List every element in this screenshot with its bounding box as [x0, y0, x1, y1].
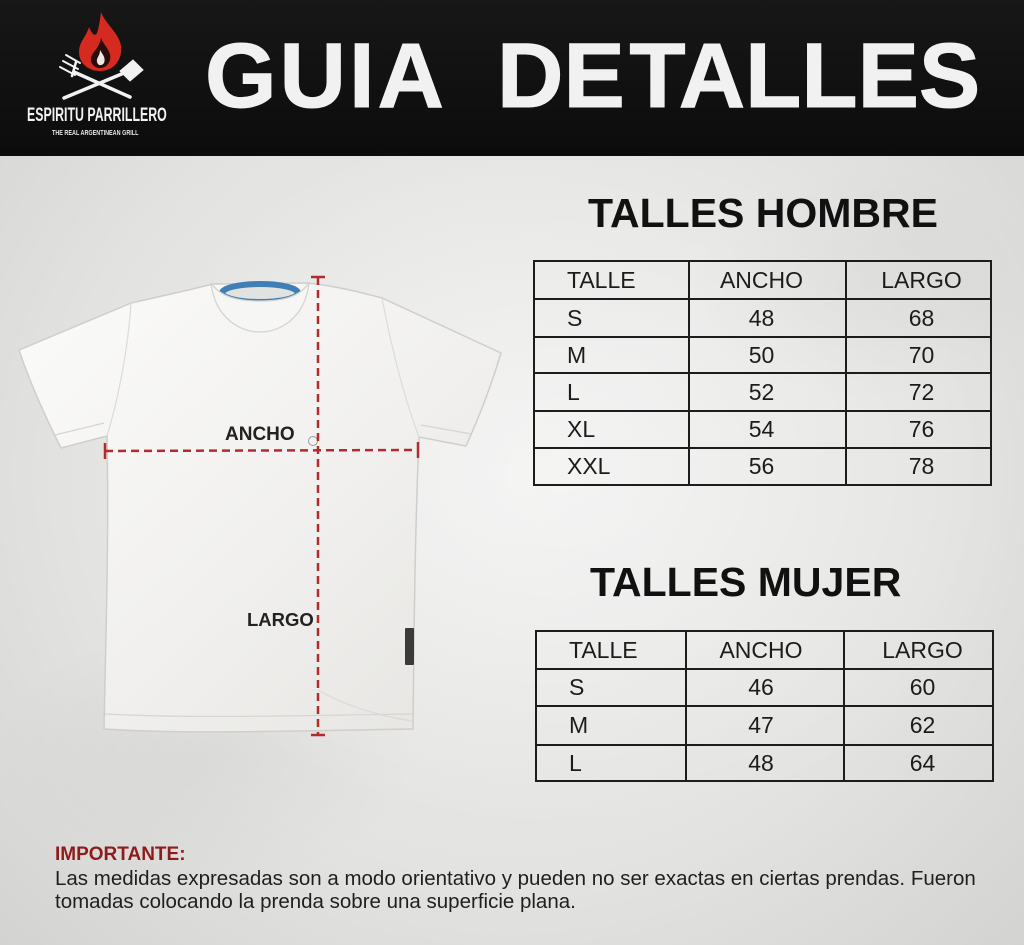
length-cell: 70 — [846, 337, 991, 373]
col-header-length: LARGO — [846, 261, 991, 299]
important-note-text: Las medidas expresadas son a modo orientativo y pueden no ser exactas en ciertas prendas. Fueron tomadas colocando la prenda sobre una superficie plana. — [55, 867, 976, 913]
width-cell: 52 — [689, 373, 846, 411]
header-band — [0, 0, 1024, 156]
tshirt-illustration — [0, 250, 520, 750]
col-header-width: ANCHO — [689, 261, 846, 299]
width-cell: 54 — [689, 411, 846, 448]
size-cell: M — [536, 706, 686, 745]
length-cell: 60 — [844, 669, 993, 706]
width-cell: 46 — [686, 669, 844, 706]
col-header-size: TALLE — [536, 631, 686, 669]
size-cell: S — [536, 669, 686, 706]
size-cell: XL — [534, 411, 689, 448]
women-table-title: TALLES MUJER — [590, 559, 902, 605]
table-row — [534, 448, 991, 485]
length-label: LARGO — [247, 609, 314, 630]
table-row — [534, 299, 991, 337]
page-title-first: GUIA — [205, 25, 447, 127]
table-row — [536, 669, 993, 706]
length-cell: 72 — [846, 373, 991, 411]
width-cell: 48 — [686, 745, 844, 781]
table-header-row — [534, 261, 991, 299]
table-row — [536, 706, 993, 745]
men-size-table — [533, 260, 992, 486]
size-cell: L — [534, 373, 689, 411]
page-title-second: DE TALLES — [497, 25, 981, 127]
length-cell: 68 — [846, 299, 991, 337]
important-label: IMPORTANTE: — [55, 844, 186, 865]
logo-brand-text: ESPIRITU PARRILLERO — [27, 105, 167, 126]
table-row — [534, 411, 991, 448]
width-cell: 48 — [689, 299, 846, 337]
logo-tagline: THE REAL ARGENTINEAN GRILL — [52, 130, 139, 137]
shirt-body — [19, 283, 501, 732]
table-header-row — [536, 631, 993, 669]
women-size-table — [535, 630, 994, 782]
length-cell: 78 — [846, 448, 991, 485]
size-cell: XXL — [534, 448, 689, 485]
width-cell: 50 — [689, 337, 846, 373]
length-cell: 62 — [844, 706, 993, 745]
table-row — [534, 337, 991, 373]
table-row — [536, 745, 993, 781]
width-label: ANCHO — [225, 424, 295, 445]
size-tag — [405, 628, 414, 665]
col-header-size: TALLE — [534, 261, 689, 299]
width-cell: 56 — [689, 448, 846, 485]
men-table-title: TALLES HOMBRE — [588, 190, 939, 236]
width-cell: 47 — [686, 706, 844, 745]
length-cell: 64 — [844, 745, 993, 781]
length-cell: 76 — [846, 411, 991, 448]
size-cell: S — [534, 299, 689, 337]
flame-grill-icon — [0, 0, 200, 150]
col-header-length: LARGO — [844, 631, 993, 669]
table-row — [534, 373, 991, 411]
size-cell: M — [534, 337, 689, 373]
col-header-width: ANCHO — [686, 631, 844, 669]
size-cell: L — [536, 745, 686, 781]
